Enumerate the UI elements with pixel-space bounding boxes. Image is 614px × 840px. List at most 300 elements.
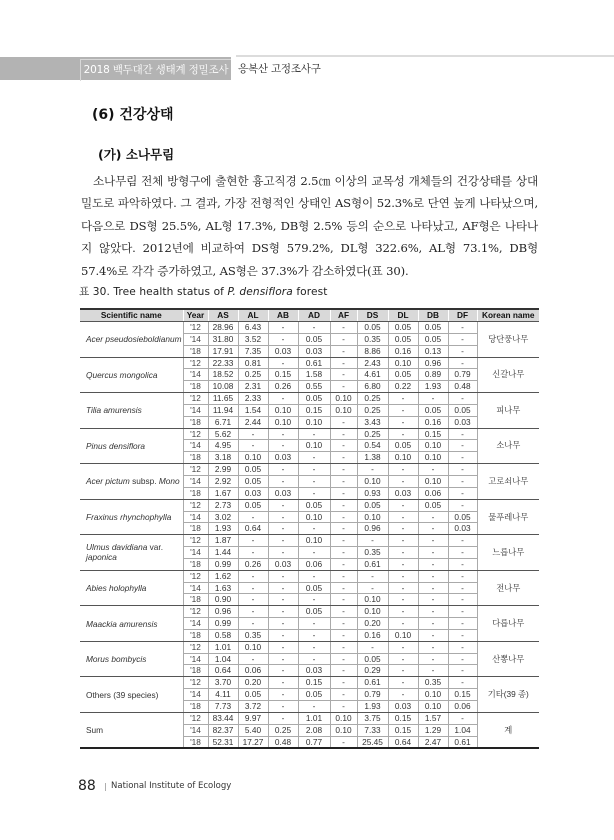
value-cell: - [448, 653, 477, 665]
value-cell: - [448, 440, 477, 452]
table-row [80, 393, 539, 405]
value-cell: 0.03 [388, 701, 418, 713]
year-cell: '14 [183, 582, 208, 594]
value-cell: - [448, 393, 477, 405]
value-cell: - [357, 641, 388, 653]
year-cell: '18 [183, 558, 208, 570]
year-cell: '18 [183, 701, 208, 713]
caption-prefix: 표 30. Tree health status of [79, 286, 228, 298]
value-cell: 1.04 [448, 724, 477, 736]
value-cell: 1.58 [298, 369, 330, 381]
year-cell: '12 [183, 428, 208, 440]
value-cell: 0.10 [330, 724, 357, 736]
value-cell: - [388, 689, 418, 701]
value-cell: 1.01 [298, 712, 330, 724]
value-cell: 0.05 [238, 475, 268, 487]
value-cell: - [330, 606, 357, 618]
value-cell: 0.35 [357, 333, 388, 345]
header-rule [236, 55, 614, 57]
value-cell: 2.99 [208, 464, 238, 476]
value-cell: - [330, 558, 357, 570]
year-cell: '12 [183, 677, 208, 689]
scientific-name-cell [80, 570, 183, 606]
value-cell: - [268, 322, 298, 334]
value-cell: 0.10 [357, 594, 388, 606]
value-cell: 0.05 [298, 393, 330, 405]
value-cell: - [268, 547, 298, 559]
value-cell: 0.16 [418, 416, 448, 428]
value-cell: 0.10 [330, 712, 357, 724]
value-cell: - [388, 404, 418, 416]
column-header: AF [330, 309, 357, 322]
scientific-name-cell [80, 535, 183, 571]
value-cell: 3.52 [238, 333, 268, 345]
value-cell: 1.63 [208, 582, 238, 594]
value-cell: 9.97 [238, 712, 268, 724]
value-cell: - [268, 440, 298, 452]
value-cell: 6.43 [238, 322, 268, 334]
value-cell: - [418, 535, 448, 547]
value-cell: - [388, 653, 418, 665]
value-cell: - [330, 452, 357, 464]
value-cell: 5.40 [238, 724, 268, 736]
value-cell: 0.25 [357, 428, 388, 440]
korean-name-cell: 다릅나무 [477, 606, 539, 642]
value-cell: - [330, 357, 357, 369]
value-cell: 0.15 [418, 428, 448, 440]
korean-name-cell: 피나무 [477, 393, 539, 429]
year-cell: '12 [183, 570, 208, 582]
year-cell: '12 [183, 464, 208, 476]
value-cell: 0.26 [238, 558, 268, 570]
table-body [80, 322, 539, 749]
value-cell: 18.52 [208, 369, 238, 381]
value-cell: - [268, 511, 298, 523]
scientific-name: Maackia amurensis [86, 618, 158, 629]
value-cell: - [268, 629, 298, 641]
value-cell: 1.93 [208, 523, 238, 535]
value-cell: 0.10 [418, 452, 448, 464]
value-cell: 0.61 [298, 357, 330, 369]
value-cell: 3.43 [357, 416, 388, 428]
value-cell: - [268, 523, 298, 535]
footer-organization: National Institute of Ecology [111, 781, 232, 791]
value-cell: - [448, 641, 477, 653]
table-row [80, 606, 539, 618]
value-cell: - [448, 464, 477, 476]
value-cell: 0.81 [238, 357, 268, 369]
value-cell: - [238, 570, 268, 582]
value-cell: - [448, 558, 477, 570]
value-cell: - [268, 641, 298, 653]
value-cell: 1.01 [208, 641, 238, 653]
value-cell: - [448, 322, 477, 334]
value-cell: 0.05 [238, 464, 268, 476]
value-cell: 7.73 [208, 701, 238, 713]
value-cell: - [238, 606, 268, 618]
value-cell: 0.96 [418, 357, 448, 369]
scientific-name-cell [80, 393, 183, 429]
value-cell: 1.57 [418, 712, 448, 724]
table-header-row [80, 309, 539, 322]
year-cell: '14 [183, 618, 208, 630]
value-cell: 0.05 [298, 499, 330, 511]
value-cell: - [268, 393, 298, 405]
column-header: AB [268, 309, 298, 322]
value-cell: 0.10 [357, 511, 388, 523]
value-cell: - [268, 570, 298, 582]
year-cell: '18 [183, 381, 208, 393]
column-header: Korean name [477, 309, 539, 322]
value-cell: - [268, 594, 298, 606]
infraspecific-name: japonica [86, 552, 117, 563]
year-cell: '18 [183, 416, 208, 428]
value-cell: - [330, 641, 357, 653]
value-cell: 0.10 [238, 452, 268, 464]
value-cell: - [448, 582, 477, 594]
value-cell: - [330, 345, 357, 357]
value-cell: - [448, 606, 477, 618]
value-cell: - [330, 499, 357, 511]
value-cell: - [418, 558, 448, 570]
value-cell: 0.05 [448, 511, 477, 523]
column-header: DS [357, 309, 388, 322]
column-header: DB [418, 309, 448, 322]
value-cell: - [448, 357, 477, 369]
value-cell: 2.43 [357, 357, 388, 369]
value-cell: 83.44 [208, 712, 238, 724]
value-cell: 0.58 [208, 629, 238, 641]
value-cell: 0.05 [388, 333, 418, 345]
value-cell: - [330, 547, 357, 559]
value-cell: 0.89 [418, 369, 448, 381]
value-cell: - [330, 369, 357, 381]
health-status-table [80, 308, 539, 749]
value-cell: 2.08 [298, 724, 330, 736]
value-cell: 0.10 [268, 416, 298, 428]
footer-separator: | [104, 782, 107, 791]
value-cell: 0.10 [418, 701, 448, 713]
value-cell: 0.10 [238, 641, 268, 653]
value-cell: - [330, 689, 357, 701]
korean-name-cell: 신갈나무 [477, 357, 539, 393]
value-cell: 0.03 [268, 558, 298, 570]
value-cell: - [448, 547, 477, 559]
value-cell: - [388, 594, 418, 606]
value-cell: - [268, 606, 298, 618]
scientific-name-cell [80, 641, 183, 677]
value-cell: - [298, 475, 330, 487]
section-heading: (6) 건강상태 [92, 107, 174, 123]
value-cell: 0.05 [298, 606, 330, 618]
value-cell: - [448, 475, 477, 487]
year-cell: '14 [183, 404, 208, 416]
value-cell: 0.22 [388, 381, 418, 393]
table-row [80, 712, 539, 724]
value-cell: 2.31 [238, 381, 268, 393]
year-cell: '18 [183, 345, 208, 357]
value-cell: - [330, 629, 357, 641]
value-cell: 1.54 [238, 404, 268, 416]
value-cell: 0.10 [418, 475, 448, 487]
value-cell: - [448, 594, 477, 606]
value-cell: 0.90 [208, 594, 238, 606]
value-cell: - [298, 547, 330, 559]
value-cell: - [298, 701, 330, 713]
value-cell: 0.64 [388, 736, 418, 748]
value-cell: - [268, 475, 298, 487]
scientific-name: Morus bombycis [86, 654, 147, 665]
value-cell: 0.10 [418, 689, 448, 701]
value-cell: 52.31 [208, 736, 238, 748]
scientific-name-cell [80, 357, 183, 393]
year-cell: '14 [183, 653, 208, 665]
value-cell: - [448, 487, 477, 499]
value-cell: - [388, 523, 418, 535]
value-cell: - [330, 570, 357, 582]
korean-name-cell: 기타(39 종) [477, 677, 539, 713]
value-cell: 0.48 [268, 736, 298, 748]
value-cell: 0.25 [268, 724, 298, 736]
value-cell: 0.10 [388, 357, 418, 369]
value-cell: - [388, 618, 418, 630]
value-cell: - [418, 629, 448, 641]
korean-name-cell: 느릅나무 [477, 535, 539, 571]
value-cell: 4.61 [357, 369, 388, 381]
value-cell: - [330, 665, 357, 677]
year-cell: '18 [183, 629, 208, 641]
value-cell: - [298, 594, 330, 606]
value-cell: - [418, 464, 448, 476]
value-cell: - [268, 582, 298, 594]
infraspecific-name: Mono [158, 476, 180, 487]
year-cell: '12 [183, 357, 208, 369]
value-cell: - [268, 677, 298, 689]
value-cell: - [330, 440, 357, 452]
year-cell: '18 [183, 594, 208, 606]
section-title: 응복산 고정조사구 [238, 63, 321, 75]
value-cell: - [238, 618, 268, 630]
value-cell: - [388, 393, 418, 405]
korean-name-cell: 전나무 [477, 570, 539, 606]
year-cell: '14 [183, 369, 208, 381]
table-row [80, 570, 539, 582]
value-cell: 0.55 [298, 381, 330, 393]
value-cell: 3.70 [208, 677, 238, 689]
year-cell: '12 [183, 641, 208, 653]
value-cell: 0.10 [357, 606, 388, 618]
value-cell: - [268, 357, 298, 369]
value-cell: - [238, 582, 268, 594]
value-cell: 1.38 [357, 452, 388, 464]
value-cell: - [298, 452, 330, 464]
value-cell: 0.10 [418, 440, 448, 452]
value-cell: 0.15 [448, 689, 477, 701]
value-cell: 0.13 [418, 345, 448, 357]
value-cell: 0.03 [268, 487, 298, 499]
table-row [80, 677, 539, 689]
table-row [80, 641, 539, 653]
value-cell: - [388, 677, 418, 689]
value-cell: - [298, 322, 330, 334]
value-cell: - [448, 712, 477, 724]
value-cell: - [330, 523, 357, 535]
value-cell: 1.44 [208, 547, 238, 559]
value-cell: - [298, 464, 330, 476]
value-cell: 10.08 [208, 381, 238, 393]
value-cell: - [388, 535, 418, 547]
value-cell: 25.45 [357, 736, 388, 748]
value-cell: - [388, 547, 418, 559]
value-cell: 0.03 [268, 345, 298, 357]
value-cell: 0.05 [388, 440, 418, 452]
scientific-name: Abies holophylla [86, 582, 147, 593]
value-cell: - [238, 653, 268, 665]
value-cell: 0.05 [448, 404, 477, 416]
value-cell: 4.11 [208, 689, 238, 701]
value-cell: 0.05 [238, 499, 268, 511]
value-cell: 0.03 [238, 487, 268, 499]
year-cell: '18 [183, 452, 208, 464]
value-cell: - [388, 499, 418, 511]
value-cell: - [448, 677, 477, 689]
value-cell: - [238, 547, 268, 559]
value-cell: 0.05 [388, 322, 418, 334]
korean-name-cell: 계 [477, 712, 539, 748]
korean-name-cell: 물푸레나무 [477, 499, 539, 535]
value-cell: - [388, 665, 418, 677]
value-cell: 0.10 [268, 404, 298, 416]
value-cell: 0.10 [298, 416, 330, 428]
value-cell: 0.61 [357, 558, 388, 570]
value-cell: 0.03 [448, 416, 477, 428]
value-cell: - [330, 487, 357, 499]
value-cell: 5.62 [208, 428, 238, 440]
value-cell: - [418, 665, 448, 677]
year-cell: '12 [183, 712, 208, 724]
value-cell: - [238, 428, 268, 440]
value-cell: 0.25 [357, 404, 388, 416]
value-cell: - [448, 570, 477, 582]
body-paragraph: 소나무림 전체 방형구에 출현한 흉고직경 2.5㎝ 이상의 교목성 개체들의 건강상태를 상대밀도로 파악하였다. 그 결과, 가장 전형적인 상태인 AS형이 52.3%로 단연 높게 나타났으며, 다음으로 DS형 25.5%, AL형 17.3%, DB형 2.5% 등의 순으로 나타났고, AF형은 나타나지 않았다. 2012년에 비교하여 DS형 579.2%, DL형 322.6%, AL형 73.1%, DB형 57.4%로 각각 증가하였고, AS형은 37.3%가 감소하였다(표 30). [81, 174, 538, 278]
table-row [80, 322, 539, 334]
value-cell: 0.77 [298, 736, 330, 748]
value-cell: - [418, 393, 448, 405]
korean-name-cell: 소나무 [477, 428, 539, 464]
value-cell: 22.33 [208, 357, 238, 369]
year-cell: '18 [183, 487, 208, 499]
value-cell: 0.26 [268, 381, 298, 393]
scientific-name-cell [80, 464, 183, 500]
table-caption [79, 284, 327, 299]
value-cell: 0.16 [388, 345, 418, 357]
value-cell: 0.10 [330, 393, 357, 405]
value-cell: - [268, 653, 298, 665]
value-cell: - [388, 570, 418, 582]
value-cell: - [330, 736, 357, 748]
value-cell: - [388, 416, 418, 428]
value-cell: 0.05 [418, 322, 448, 334]
value-cell: - [448, 535, 477, 547]
column-header: AS [208, 309, 238, 322]
value-cell: 0.10 [298, 535, 330, 547]
value-cell: 0.15 [298, 677, 330, 689]
value-cell: - [418, 606, 448, 618]
value-cell: - [268, 499, 298, 511]
value-cell: - [418, 511, 448, 523]
value-cell: 0.05 [388, 369, 418, 381]
value-cell: - [268, 535, 298, 547]
year-cell: '14 [183, 333, 208, 345]
value-cell: 0.05 [418, 499, 448, 511]
value-cell: - [298, 487, 330, 499]
value-cell: 0.06 [298, 558, 330, 570]
column-header: DL [388, 309, 418, 322]
value-cell: - [298, 428, 330, 440]
value-cell: - [268, 333, 298, 345]
value-cell: 0.10 [330, 404, 357, 416]
value-cell: - [448, 452, 477, 464]
year-cell: '12 [183, 606, 208, 618]
value-cell: 31.80 [208, 333, 238, 345]
value-cell: 0.99 [208, 558, 238, 570]
scientific-name: Pinus densiflora [86, 440, 146, 451]
value-cell: - [357, 570, 388, 582]
value-cell: - [238, 440, 268, 452]
value-cell: - [330, 594, 357, 606]
value-cell: - [357, 582, 388, 594]
value-cell: 82.37 [208, 724, 238, 736]
value-cell: 0.03 [298, 665, 330, 677]
value-cell: 3.75 [357, 712, 388, 724]
value-cell: 0.64 [238, 523, 268, 535]
value-cell: - [448, 333, 477, 345]
scientific-name: Acer pictum [86, 476, 130, 487]
value-cell: 0.10 [388, 629, 418, 641]
value-cell: 17.91 [208, 345, 238, 357]
value-cell: 17.27 [238, 736, 268, 748]
value-cell: 3.18 [208, 452, 238, 464]
value-cell: 0.05 [298, 582, 330, 594]
value-cell: 0.35 [418, 677, 448, 689]
value-cell: 0.99 [208, 618, 238, 630]
value-cell: 0.79 [448, 369, 477, 381]
value-cell: - [418, 582, 448, 594]
value-cell: 0.05 [238, 689, 268, 701]
value-cell: 1.87 [208, 535, 238, 547]
column-header: Scientific name [80, 309, 183, 322]
value-cell: - [268, 428, 298, 440]
value-cell: - [330, 535, 357, 547]
year-cell: '12 [183, 535, 208, 547]
value-cell: 0.61 [357, 677, 388, 689]
value-cell: - [238, 535, 268, 547]
value-cell: - [330, 381, 357, 393]
scientific-name: Acer pseudosieboldianum [86, 334, 182, 345]
value-cell: 3.72 [238, 701, 268, 713]
subsection-heading: (가) 소나무림 [98, 147, 175, 162]
value-cell: - [448, 665, 477, 677]
value-cell: - [330, 511, 357, 523]
value-cell: - [357, 464, 388, 476]
scientific-name-cell [80, 499, 183, 535]
value-cell: - [330, 416, 357, 428]
value-cell: - [388, 606, 418, 618]
value-cell: - [298, 641, 330, 653]
value-cell: 1.04 [208, 653, 238, 665]
year-cell: '14 [183, 440, 208, 452]
value-cell: 0.54 [357, 440, 388, 452]
